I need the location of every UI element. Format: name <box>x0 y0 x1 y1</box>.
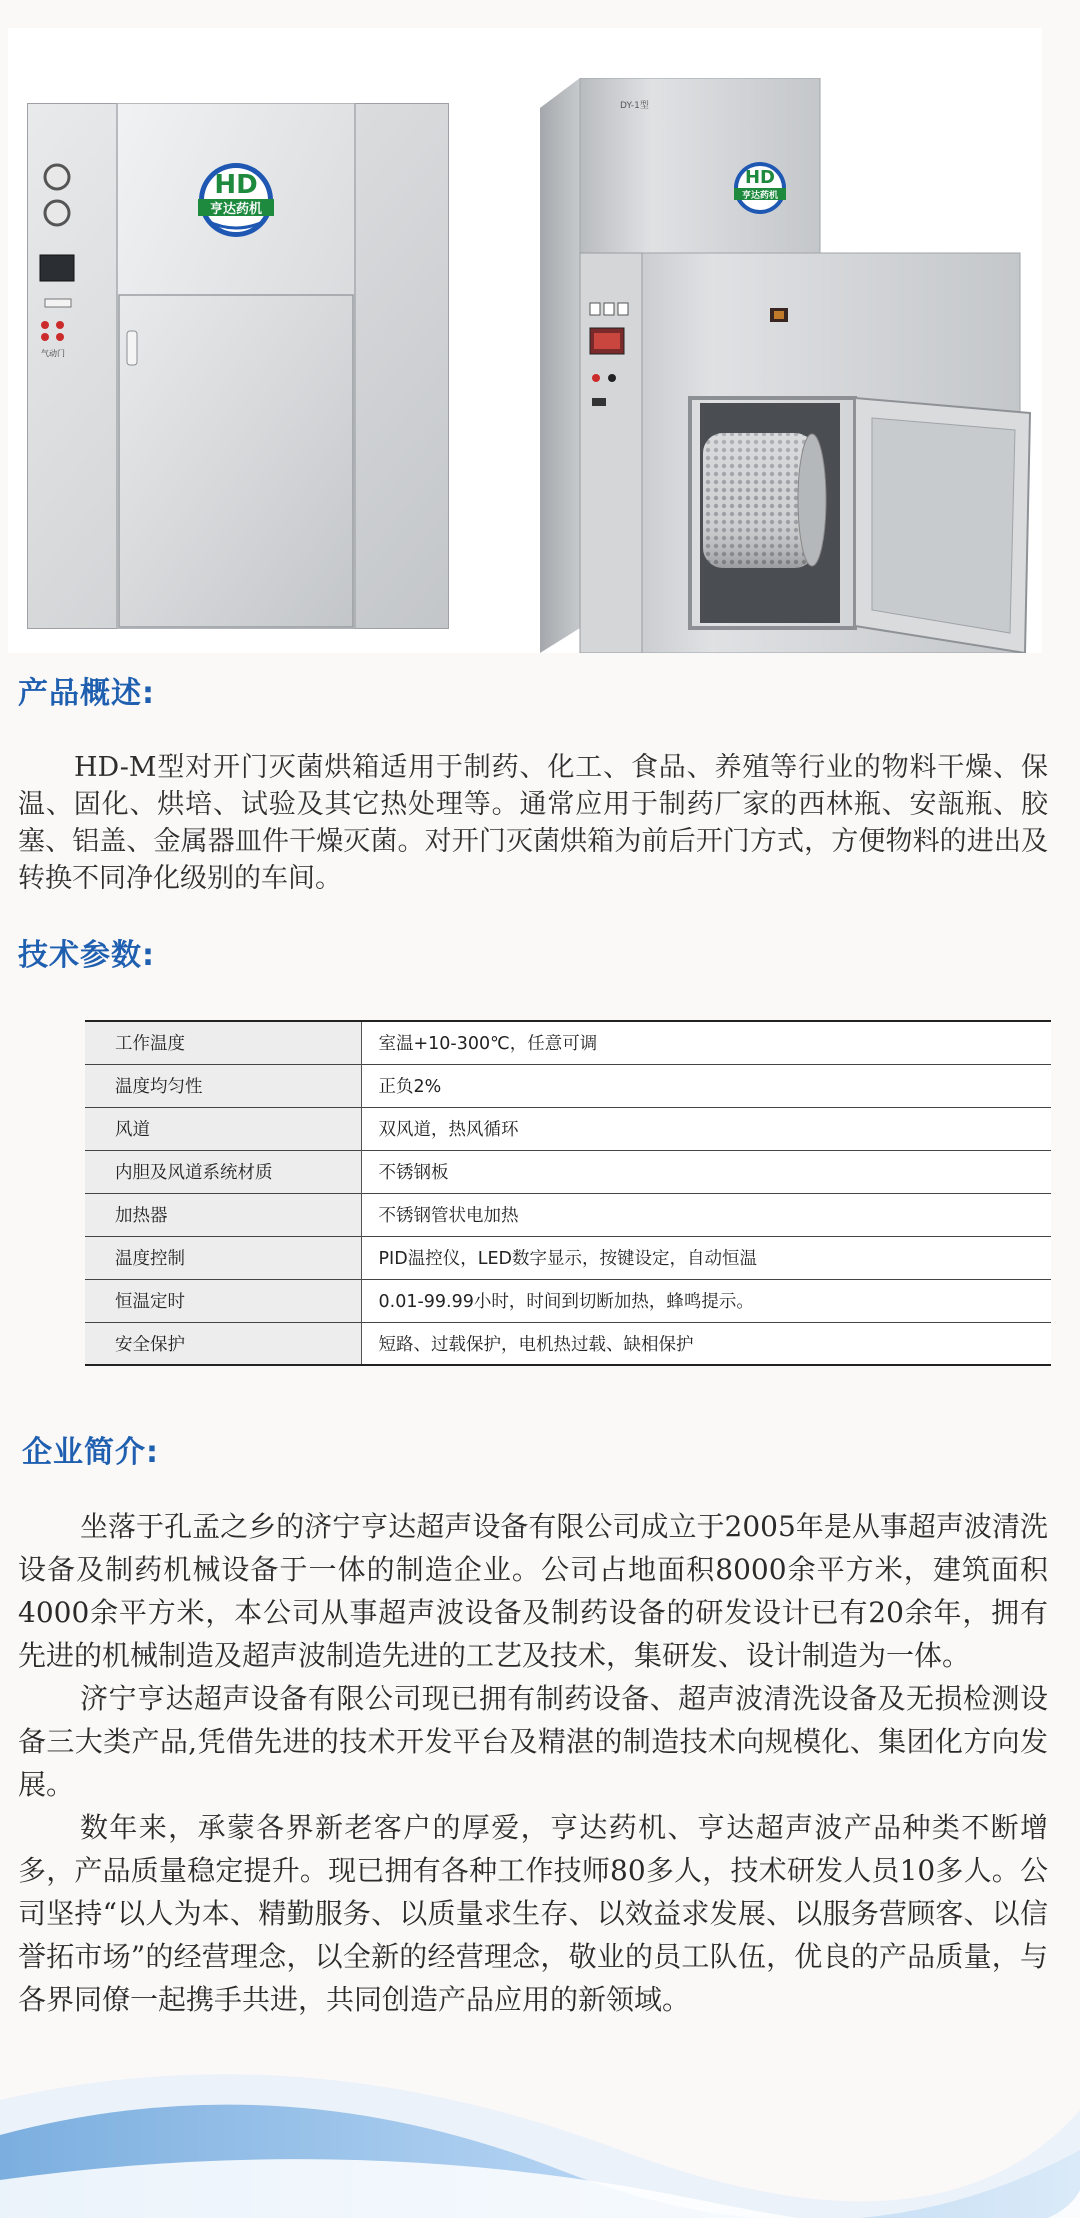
spec-value: 室温+10-300℃，任意可调 <box>361 1021 1051 1064</box>
spec-row <box>85 1064 1051 1107</box>
product-photo-panel <box>8 28 1042 653</box>
sterilizer-oven-drum-image <box>520 78 1038 653</box>
spec-value: 双风道，热风循环 <box>361 1107 1051 1150</box>
svg-text:HD: HD <box>214 170 258 200</box>
spec-value: 短路、过载保护，电机热过载、缺相保护 <box>361 1322 1051 1365</box>
sterilizer-oven-front-image <box>27 103 449 629</box>
spec-row <box>85 1107 1051 1150</box>
spec-table <box>85 1020 1051 1366</box>
machine-b-plate: DY-1型 <box>620 101 649 111</box>
spec-row <box>85 1236 1051 1279</box>
spec-key: 工作温度 <box>85 1021 361 1064</box>
spec-row <box>85 1193 1051 1236</box>
spec-key: 加热器 <box>85 1193 361 1236</box>
spec-key: 恒温定时 <box>85 1279 361 1322</box>
spec-key: 温度控制 <box>85 1236 361 1279</box>
machine-a-small-label: 气动门 <box>41 349 65 358</box>
spec-row <box>85 1322 1051 1365</box>
specs-heading: 技术参数: <box>18 938 155 973</box>
spec-value: PID温控仪，LED数字显示，按键设定，自动恒温 <box>361 1236 1051 1279</box>
bottom-wave-decoration <box>0 2040 1080 2218</box>
spec-row <box>85 1150 1051 1193</box>
company-text <box>18 1505 1048 2021</box>
spec-row <box>85 1021 1051 1064</box>
company-paragraph: 济宁亨达超声设备有限公司现已拥有制药设备、超声波清洗设备及无损检测设备三大类产品,凭借先进的技术开发平台及精湛的制造技术向规模化、集团化方向发展。 <box>18 1682 1048 1801</box>
spec-value: 0.01-99.99小时，时间到切断加热，蜂鸣提示。 <box>361 1279 1051 1322</box>
spec-value: 不锈钢板 <box>361 1150 1051 1193</box>
company-paragraph: 坐落于孔孟之乡的济宁亨达超声设备有限公司成立于2005年是从事超声波清洗设备及制药机械设备于一体的制造企业。公司占地面积8000余平方米，建筑面积4000余平方米，本公司从事超声波设备及制药设备的研发设计已有20余年，拥有先进的机械制造及超声波制造先进的工艺及技术，集研发、设计制造为一体。 <box>18 1510 1048 1672</box>
overview-text: HD-M型对开门灭菌烘箱适用于制药、化工、食品、养殖等行业的物料干燥、保温、固化、烘培、试验及其它热处理等。通常应用于制药厂家的西林瓶、安瓿瓶、胶塞、铝盖、金属器皿件干燥灭菌。对开门灭菌烘箱为前后开门方式，方便物料的进出及转换不同净化级别的车间。 <box>18 752 1048 894</box>
spec-key: 安全保护 <box>85 1322 361 1365</box>
spec-row <box>85 1279 1051 1322</box>
overview-heading: 产品概述: <box>18 676 155 711</box>
spec-key: 风道 <box>85 1107 361 1150</box>
spec-value: 不锈钢管状电加热 <box>361 1193 1051 1236</box>
company-heading: 企业简介: <box>22 1435 159 1470</box>
spec-key: 温度均匀性 <box>85 1064 361 1107</box>
svg-text:HD: HD <box>744 167 776 188</box>
spec-key: 内胆及风道系统材质 <box>85 1150 361 1193</box>
svg-text:亨达药机: 亨达药机 <box>741 191 779 201</box>
company-paragraph: 数年来，承蒙各界新老客户的厚爱，亨达药机、亨达超声波产品种类不断增多，产品质量稳定提升。现已拥有各种工作技师80多人，技术研发人员10多人。公司坚持“以人为本、精勤服务、以质量求生存、以效益求发展、以服务营顾客、以信誉拓市场”的经营理念，以全新的经营理念，敬业的员工队伍，优良的产品质量，与各界同僚一起携手共进，共同创造产品应用的新领域。 <box>18 1811 1048 2016</box>
spec-value: 正负2% <box>361 1064 1051 1107</box>
svg-text:亨达药机: 亨达药机 <box>209 202 263 217</box>
company-logo-b <box>734 162 786 214</box>
